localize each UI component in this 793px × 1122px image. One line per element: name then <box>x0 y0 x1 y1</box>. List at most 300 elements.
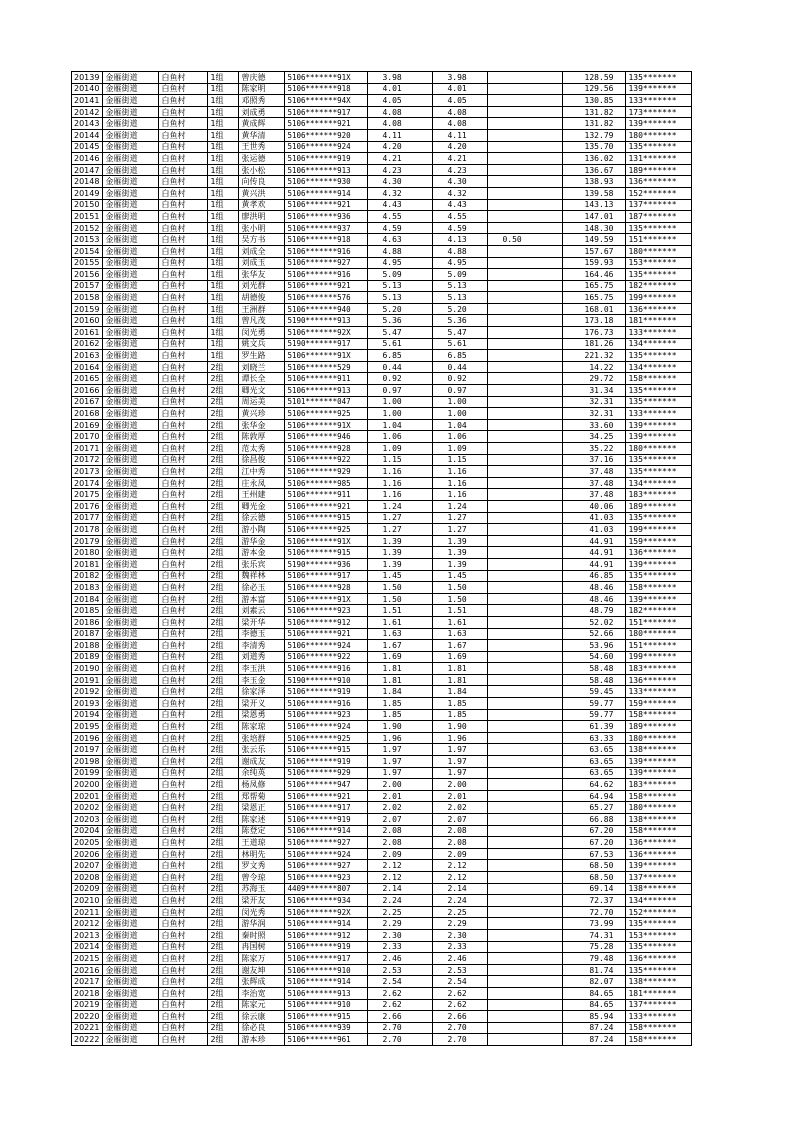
group-cell: 1组 <box>208 315 239 327</box>
group-cell: 2组 <box>208 570 239 582</box>
row-number: 20162 <box>72 338 103 350</box>
street-cell: 金雁街道 <box>103 199 159 211</box>
village-cell: 白鱼村 <box>159 987 208 999</box>
id-number-cell: 5106*******914 <box>285 187 368 199</box>
phone-cell: 137******* <box>626 871 692 883</box>
area-confirmed-cell: 2.62 <box>433 987 488 999</box>
area-extra-cell <box>488 477 563 489</box>
area-confirmed-cell: 5.47 <box>433 327 488 339</box>
area-confirmed-cell: 1.16 <box>433 477 488 489</box>
phone-cell: 139******* <box>626 558 692 570</box>
name-cell: 刘成全 <box>239 245 285 257</box>
village-cell: 白鱼村 <box>159 709 208 721</box>
name-cell: 张培群 <box>239 732 285 744</box>
area-cell: 4.55 <box>368 211 433 223</box>
id-number-cell: 5106*******913 <box>285 385 368 397</box>
name-cell: 卿光文 <box>239 385 285 397</box>
table-row <box>72 292 692 304</box>
table-row <box>72 918 692 930</box>
area-extra-cell <box>488 663 563 675</box>
street-cell: 金雁街道 <box>103 814 159 826</box>
id-number-cell: 5106*******937 <box>285 222 368 234</box>
table-row <box>72 477 692 489</box>
table-row <box>72 95 692 107</box>
area-cell: 5.09 <box>368 269 433 281</box>
table-row <box>72 443 692 455</box>
street-cell: 金雁街道 <box>103 779 159 791</box>
table-row <box>72 756 692 768</box>
area-confirmed-cell: 1.00 <box>433 396 488 408</box>
table-row <box>72 211 692 223</box>
phone-cell: 153******* <box>626 257 692 269</box>
id-number-cell: 5106*******916 <box>285 245 368 257</box>
area-cell: 1.67 <box>368 640 433 652</box>
name-cell: 刘素云 <box>239 605 285 617</box>
amount-cell: 67.53 <box>563 848 626 860</box>
amount-cell: 149.59 <box>563 234 626 246</box>
area-confirmed-cell: 2.07 <box>433 814 488 826</box>
phone-cell: 139******* <box>626 860 692 872</box>
street-cell: 金雁街道 <box>103 698 159 710</box>
phone-cell: 181******* <box>626 315 692 327</box>
table-row <box>72 895 692 907</box>
area-cell: 2.08 <box>368 837 433 849</box>
street-cell: 金雁街道 <box>103 1022 159 1034</box>
name-cell: 张乐宾 <box>239 558 285 570</box>
street-cell: 金雁街道 <box>103 941 159 953</box>
name-cell: 游华润 <box>239 918 285 930</box>
area-extra-cell <box>488 918 563 930</box>
area-extra-cell <box>488 95 563 107</box>
area-cell: 1.45 <box>368 570 433 582</box>
phone-cell: 138******* <box>626 976 692 988</box>
row-number: 20154 <box>72 245 103 257</box>
row-number: 20171 <box>72 443 103 455</box>
area-confirmed-cell: 1.15 <box>433 454 488 466</box>
id-number-cell: 5106*******912 <box>285 929 368 941</box>
group-cell: 2组 <box>208 860 239 872</box>
row-number: 20168 <box>72 408 103 420</box>
group-cell: 2组 <box>208 929 239 941</box>
street-cell: 金雁街道 <box>103 292 159 304</box>
table-row <box>72 280 692 292</box>
village-cell: 白鱼村 <box>159 825 208 837</box>
id-number-cell: 5106*******946 <box>285 431 368 443</box>
name-cell: 游本富 <box>239 593 285 605</box>
area-confirmed-cell: 1.39 <box>433 547 488 559</box>
row-number: 20210 <box>72 895 103 907</box>
amount-cell: 34.25 <box>563 431 626 443</box>
row-number: 20219 <box>72 999 103 1011</box>
phone-cell: 152******* <box>626 187 692 199</box>
area-confirmed-cell: 5.13 <box>433 292 488 304</box>
id-number-cell: 5106*******914 <box>285 918 368 930</box>
phone-cell: 139******* <box>626 431 692 443</box>
row-number: 20200 <box>72 779 103 791</box>
group-cell: 2组 <box>208 547 239 559</box>
area-extra-cell <box>488 118 563 130</box>
id-number-cell: 5106*******936 <box>285 211 368 223</box>
group-cell: 1组 <box>208 257 239 269</box>
group-cell: 2组 <box>208 512 239 524</box>
area-confirmed-cell: 1.16 <box>433 489 488 501</box>
row-number: 20216 <box>72 964 103 976</box>
village-cell: 白鱼村 <box>159 535 208 547</box>
area-extra-cell <box>488 72 563 84</box>
village-cell: 白鱼村 <box>159 976 208 988</box>
id-number-cell: 5106*******919 <box>285 153 368 165</box>
village-cell: 白鱼村 <box>159 454 208 466</box>
village-cell: 白鱼村 <box>159 408 208 420</box>
group-cell: 2组 <box>208 871 239 883</box>
street-cell: 金雁街道 <box>103 408 159 420</box>
group-cell: 2组 <box>208 500 239 512</box>
area-cell: 2.14 <box>368 883 433 895</box>
table-row <box>72 999 692 1011</box>
name-cell: 王道琼 <box>239 837 285 849</box>
table-row <box>72 767 692 779</box>
amount-cell: 87.24 <box>563 1022 626 1034</box>
id-number-cell: 5106*******921 <box>285 628 368 640</box>
area-cell: 1.51 <box>368 605 433 617</box>
area-cell: 1.00 <box>368 408 433 420</box>
amount-cell: 65.27 <box>563 802 626 814</box>
area-confirmed-cell: 5.36 <box>433 315 488 327</box>
phone-cell: 135******* <box>626 385 692 397</box>
group-cell: 1组 <box>208 106 239 118</box>
street-cell: 金雁街道 <box>103 535 159 547</box>
village-cell: 白鱼村 <box>159 628 208 640</box>
name-cell: 李玉金 <box>239 674 285 686</box>
amount-cell: 85.94 <box>563 1011 626 1023</box>
name-cell: 徐必良 <box>239 1022 285 1034</box>
phone-cell: 158******* <box>626 582 692 594</box>
area-cell: 2.70 <box>368 1034 433 1046</box>
area-cell: 1.16 <box>368 466 433 478</box>
area-confirmed-cell: 1.27 <box>433 524 488 536</box>
table-row <box>72 941 692 953</box>
amount-cell: 32.31 <box>563 396 626 408</box>
table-row <box>72 871 692 883</box>
name-cell: 陈家明 <box>239 83 285 95</box>
row-number: 20177 <box>72 512 103 524</box>
area-extra-cell <box>488 814 563 826</box>
amount-cell: 37.48 <box>563 466 626 478</box>
id-number-cell: 5106*******919 <box>285 814 368 826</box>
id-number-cell: 5106*******94X <box>285 95 368 107</box>
group-cell: 2组 <box>208 373 239 385</box>
area-cell: 1.97 <box>368 756 433 768</box>
phone-cell: 137******* <box>626 999 692 1011</box>
table-row <box>72 732 692 744</box>
name-cell: 曾庆德 <box>239 72 285 84</box>
row-number: 20191 <box>72 674 103 686</box>
id-number-cell: 5106*******914 <box>285 825 368 837</box>
id-number-cell: 5106*******940 <box>285 303 368 315</box>
area-extra-cell <box>488 211 563 223</box>
area-extra-cell <box>488 999 563 1011</box>
village-cell: 白鱼村 <box>159 477 208 489</box>
row-number: 20175 <box>72 489 103 501</box>
area-cell: 1.69 <box>368 651 433 663</box>
table-row <box>72 709 692 721</box>
street-cell: 金雁街道 <box>103 524 159 536</box>
area-extra-cell <box>488 744 563 756</box>
name-cell: 刘成玉 <box>239 257 285 269</box>
area-confirmed-cell: 1.45 <box>433 570 488 582</box>
id-number-cell: 5106*******915 <box>285 512 368 524</box>
area-cell: 2.12 <box>368 860 433 872</box>
area-cell: 5.13 <box>368 292 433 304</box>
street-cell: 金雁街道 <box>103 802 159 814</box>
village-cell: 白鱼村 <box>159 721 208 733</box>
id-number-cell: 5106*******917 <box>285 802 368 814</box>
area-confirmed-cell: 2.33 <box>433 941 488 953</box>
group-cell: 2组 <box>208 732 239 744</box>
row-number: 20187 <box>72 628 103 640</box>
area-cell: 1.50 <box>368 582 433 594</box>
area-confirmed-cell: 5.61 <box>433 338 488 350</box>
table-row <box>72 837 692 849</box>
street-cell: 金雁街道 <box>103 895 159 907</box>
area-extra-cell <box>488 825 563 837</box>
row-number: 20151 <box>72 211 103 223</box>
row-number: 20203 <box>72 814 103 826</box>
name-cell: 谢友坤 <box>239 964 285 976</box>
table-row <box>72 976 692 988</box>
village-cell: 白鱼村 <box>159 315 208 327</box>
table-row <box>72 535 692 547</box>
name-cell: 刘成勇 <box>239 106 285 118</box>
group-cell: 2组 <box>208 443 239 455</box>
name-cell: 魏祥林 <box>239 570 285 582</box>
table-row <box>72 350 692 362</box>
phone-cell: 199******* <box>626 524 692 536</box>
area-cell: 1.50 <box>368 593 433 605</box>
table-row <box>72 663 692 675</box>
area-extra-cell <box>488 616 563 628</box>
village-cell: 白鱼村 <box>159 802 208 814</box>
area-confirmed-cell: 2.70 <box>433 1034 488 1046</box>
table-row <box>72 338 692 350</box>
group-cell: 2组 <box>208 987 239 999</box>
group-cell: 2组 <box>208 640 239 652</box>
amount-cell: 44.91 <box>563 535 626 547</box>
group-cell: 2组 <box>208 663 239 675</box>
village-cell: 白鱼村 <box>159 419 208 431</box>
area-cell: 1.39 <box>368 558 433 570</box>
street-cell: 金雁街道 <box>103 999 159 1011</box>
street-cell: 金雁街道 <box>103 350 159 362</box>
phone-cell: 135******* <box>626 454 692 466</box>
amount-cell: 63.33 <box>563 732 626 744</box>
group-cell: 1组 <box>208 211 239 223</box>
amount-cell: 176.73 <box>563 327 626 339</box>
group-cell: 1组 <box>208 129 239 141</box>
village-cell: 白鱼村 <box>159 443 208 455</box>
street-cell: 金雁街道 <box>103 756 159 768</box>
row-number: 20159 <box>72 303 103 315</box>
street-cell: 金雁街道 <box>103 466 159 478</box>
area-cell: 2.07 <box>368 814 433 826</box>
amount-cell: 52.02 <box>563 616 626 628</box>
amount-cell: 157.67 <box>563 245 626 257</box>
area-cell: 2.08 <box>368 825 433 837</box>
name-cell: 苏海玉 <box>239 883 285 895</box>
amount-cell: 58.48 <box>563 663 626 675</box>
group-cell: 1组 <box>208 164 239 176</box>
row-number: 20192 <box>72 686 103 698</box>
area-cell: 4.23 <box>368 164 433 176</box>
row-number: 20202 <box>72 802 103 814</box>
row-number: 20160 <box>72 315 103 327</box>
table-row <box>72 303 692 315</box>
area-extra-cell <box>488 756 563 768</box>
row-number: 20215 <box>72 953 103 965</box>
area-cell: 0.92 <box>368 373 433 385</box>
area-extra-cell <box>488 443 563 455</box>
street-cell: 金雁街道 <box>103 315 159 327</box>
area-cell: 5.20 <box>368 303 433 315</box>
village-cell: 白鱼村 <box>159 860 208 872</box>
street-cell: 金雁街道 <box>103 663 159 675</box>
name-cell: 廖洪明 <box>239 211 285 223</box>
phone-cell: 135******* <box>626 350 692 362</box>
area-confirmed-cell: 1.81 <box>433 663 488 675</box>
area-confirmed-cell: 2.29 <box>433 918 488 930</box>
area-cell: 2.09 <box>368 848 433 860</box>
area-cell: 1.81 <box>368 674 433 686</box>
group-cell: 2组 <box>208 477 239 489</box>
phone-cell: 187******* <box>626 211 692 223</box>
street-cell: 金雁街道 <box>103 211 159 223</box>
table-row <box>72 489 692 501</box>
name-cell: 游小陶 <box>239 524 285 536</box>
row-number: 20146 <box>72 153 103 165</box>
name-cell: 游本金 <box>239 547 285 559</box>
group-cell: 2组 <box>208 535 239 547</box>
amount-cell: 74.31 <box>563 929 626 941</box>
name-cell: 黄孝欢 <box>239 199 285 211</box>
group-cell: 2组 <box>208 431 239 443</box>
name-cell: 徐家泽 <box>239 686 285 698</box>
area-extra-cell <box>488 466 563 478</box>
street-cell: 金雁街道 <box>103 512 159 524</box>
amount-cell: 66.88 <box>563 814 626 826</box>
area-extra-cell <box>488 709 563 721</box>
amount-cell: 81.74 <box>563 964 626 976</box>
area-confirmed-cell: 0.92 <box>433 373 488 385</box>
area-extra-cell <box>488 674 563 686</box>
amount-cell: 48.46 <box>563 582 626 594</box>
group-cell: 2组 <box>208 883 239 895</box>
area-extra-cell <box>488 1022 563 1034</box>
area-cell: 1.97 <box>368 767 433 779</box>
table-row <box>72 361 692 373</box>
area-cell: 1.96 <box>368 732 433 744</box>
area-confirmed-cell: 1.04 <box>433 419 488 431</box>
street-cell: 金雁街道 <box>103 918 159 930</box>
village-cell: 白鱼村 <box>159 234 208 246</box>
village-cell: 白鱼村 <box>159 756 208 768</box>
table-row <box>72 744 692 756</box>
area-confirmed-cell: 4.55 <box>433 211 488 223</box>
table-row <box>72 1022 692 1034</box>
phone-cell: 133******* <box>626 1011 692 1023</box>
village-cell: 白鱼村 <box>159 999 208 1011</box>
amount-cell: 46.85 <box>563 570 626 582</box>
id-number-cell: 5106*******961 <box>285 1034 368 1046</box>
name-cell: 吴方书 <box>239 234 285 246</box>
id-number-cell: 5190*******917 <box>285 338 368 350</box>
street-cell: 金雁街道 <box>103 848 159 860</box>
phone-cell: 189******* <box>626 721 692 733</box>
street-cell: 金雁街道 <box>103 396 159 408</box>
area-cell: 1.16 <box>368 489 433 501</box>
phone-cell: 182******* <box>626 280 692 292</box>
name-cell: 梁开友 <box>239 895 285 907</box>
id-number-cell: 5106*******916 <box>285 663 368 675</box>
phone-cell: 135******* <box>626 141 692 153</box>
id-number-cell: 5106*******919 <box>285 941 368 953</box>
phone-cell: 134******* <box>626 361 692 373</box>
table-row <box>72 245 692 257</box>
street-cell: 金雁街道 <box>103 640 159 652</box>
area-confirmed-cell: 4.88 <box>433 245 488 257</box>
street-cell: 金雁街道 <box>103 361 159 373</box>
row-number: 20139 <box>72 72 103 84</box>
row-number: 20213 <box>72 929 103 941</box>
name-cell: 游华金 <box>239 535 285 547</box>
land-record-table <box>71 71 692 1046</box>
table-row <box>72 593 692 605</box>
group-cell: 1组 <box>208 118 239 130</box>
street-cell: 金雁街道 <box>103 547 159 559</box>
area-cell: 2.53 <box>368 964 433 976</box>
street-cell: 金雁街道 <box>103 477 159 489</box>
area-confirmed-cell: 2.54 <box>433 976 488 988</box>
id-number-cell: 5106*******924 <box>285 141 368 153</box>
area-extra-cell <box>488 605 563 617</box>
street-cell: 金雁街道 <box>103 129 159 141</box>
street-cell: 金雁街道 <box>103 338 159 350</box>
table-row <box>72 802 692 814</box>
id-number-cell: 5106*******922 <box>285 454 368 466</box>
street-cell: 金雁街道 <box>103 605 159 617</box>
row-number: 20185 <box>72 605 103 617</box>
street-cell: 金雁街道 <box>103 153 159 165</box>
phone-cell: 151******* <box>626 234 692 246</box>
name-cell: 谢成友 <box>239 756 285 768</box>
id-number-cell: 5106*******91X <box>285 72 368 84</box>
area-confirmed-cell: 4.08 <box>433 106 488 118</box>
id-number-cell: 5106*******919 <box>285 756 368 768</box>
row-number: 20152 <box>72 222 103 234</box>
phone-cell: 136******* <box>626 953 692 965</box>
row-number: 20149 <box>72 187 103 199</box>
street-cell: 金雁街道 <box>103 686 159 698</box>
area-extra-cell <box>488 303 563 315</box>
row-number: 20206 <box>72 848 103 860</box>
id-number-cell: 5106*******924 <box>285 721 368 733</box>
table-row <box>72 605 692 617</box>
area-cell: 1.24 <box>368 500 433 512</box>
phone-cell: 136******* <box>626 848 692 860</box>
amount-cell: 59.77 <box>563 709 626 721</box>
area-extra-cell <box>488 582 563 594</box>
street-cell: 金雁街道 <box>103 95 159 107</box>
area-cell: 4.43 <box>368 199 433 211</box>
